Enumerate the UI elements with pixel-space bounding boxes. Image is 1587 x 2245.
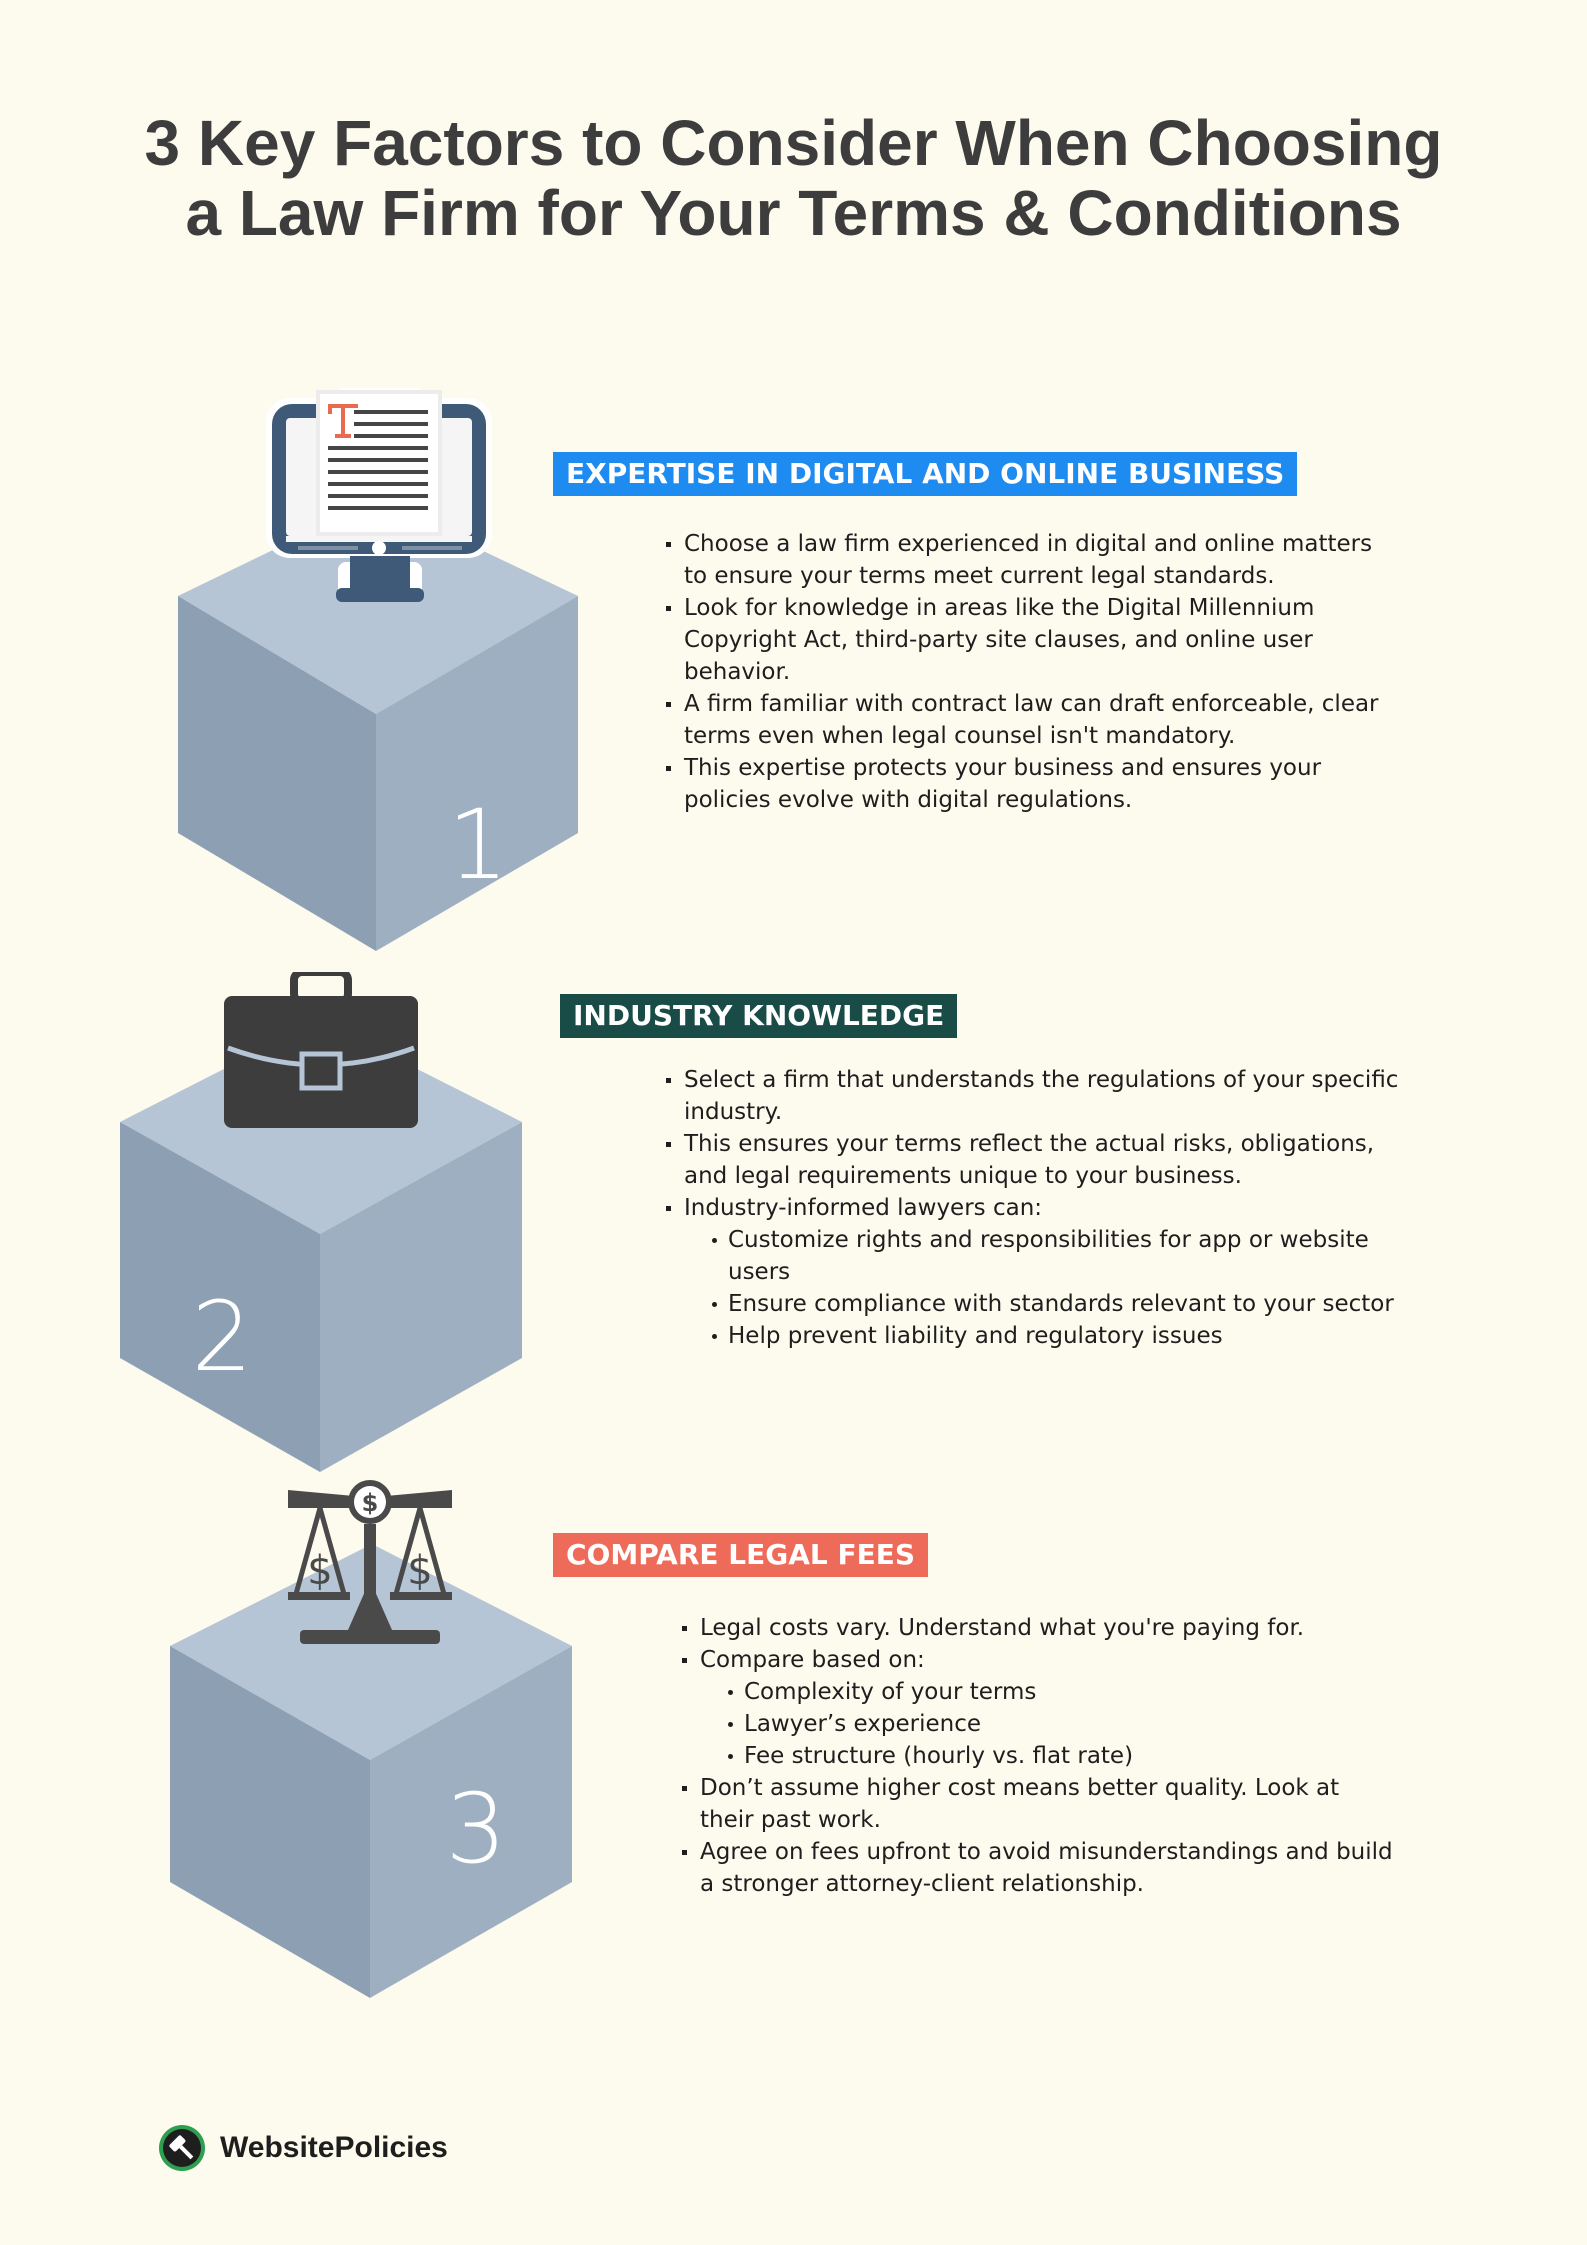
cube-number-2: 2 — [191, 1281, 253, 1393]
list-item: This ensures your terms reflect the actual risks, obligations, and legal requirements unique to your business. — [662, 1128, 1402, 1192]
sub-list-item: Complexity of your terms — [722, 1676, 1398, 1708]
sub-list-item: Fee structure (hourly vs. flat rate) — [722, 1740, 1398, 1772]
list-item — [678, 1644, 1398, 1772]
svg-text:$: $ — [407, 1548, 433, 1594]
svg-text:$: $ — [307, 1548, 333, 1594]
list-item: Don’t assume higher cost means better quality. Look at their past work. — [678, 1772, 1398, 1836]
sub-list-item: Help prevent liability and regulatory issues — [706, 1320, 1402, 1352]
page-title — [60, 108, 1527, 248]
list-item — [662, 1192, 1402, 1352]
list-item: Select a firm that understands the regulations of your specific industry. — [662, 1064, 1402, 1128]
sub-list-item: Customize rights and responsibilities for app or website users — [706, 1224, 1402, 1288]
computer-monitor-document-icon — [266, 388, 494, 606]
title-line-1: 3 Key Factors to Consider When Choosing — [144, 107, 1443, 179]
list-item-text: Industry-informed lawyers can: — [684, 1195, 1043, 1221]
list-item: Legal costs vary. Understand what you're paying for. — [678, 1612, 1398, 1644]
brand-logo — [158, 2124, 448, 2172]
brand-name: WebsitePolicies — [220, 2131, 448, 2164]
list-item: Choose a law firm experienced in digital and online matters to ensure your terms meet current legal standards. — [662, 528, 1402, 592]
sub-list-item: Lawyer’s experience — [722, 1708, 1398, 1740]
list-item-text: Compare based on: — [700, 1647, 925, 1673]
list-item: A firm familiar with contract law can draft enforceable, clear terms even when legal counsel isn't mandatory. — [662, 688, 1402, 752]
scales-dollar-icon — [286, 1480, 454, 1656]
section-2-heading: INDUSTRY KNOWLEDGE — [560, 994, 957, 1038]
list-item: Agree on fees upfront to avoid misunderstandings and build a stronger attorney-client relationship. — [678, 1836, 1398, 1900]
list-item: This expertise protects your business and ensures your policies evolve with digital regulations. — [662, 752, 1402, 816]
section-1-list — [662, 528, 1402, 816]
section-3-heading: COMPARE LEGAL FEES — [553, 1533, 928, 1577]
section-1-heading: EXPERTISE IN DIGITAL AND ONLINE BUSINESS — [553, 452, 1297, 496]
section-3-list — [678, 1612, 1398, 1900]
cube-number-3: 3 — [445, 1773, 507, 1885]
svg-text:$: $ — [361, 1489, 379, 1517]
section-2-sublist — [684, 1224, 1402, 1352]
cube-number-1: 1 — [447, 789, 509, 901]
briefcase-icon — [224, 972, 418, 1128]
list-item: Look for knowledge in areas like the Digital Millennium Copyright Act, third-party site clauses, and online user behavior. — [662, 592, 1402, 688]
gavel-icon — [158, 2124, 206, 2172]
sub-list-item: Ensure compliance with standards relevant to your sector — [706, 1288, 1402, 1320]
section-2-list — [662, 1064, 1402, 1352]
section-3-sublist — [700, 1676, 1398, 1772]
title-line-2: a Law Firm for Your Terms & Conditions — [185, 177, 1402, 249]
